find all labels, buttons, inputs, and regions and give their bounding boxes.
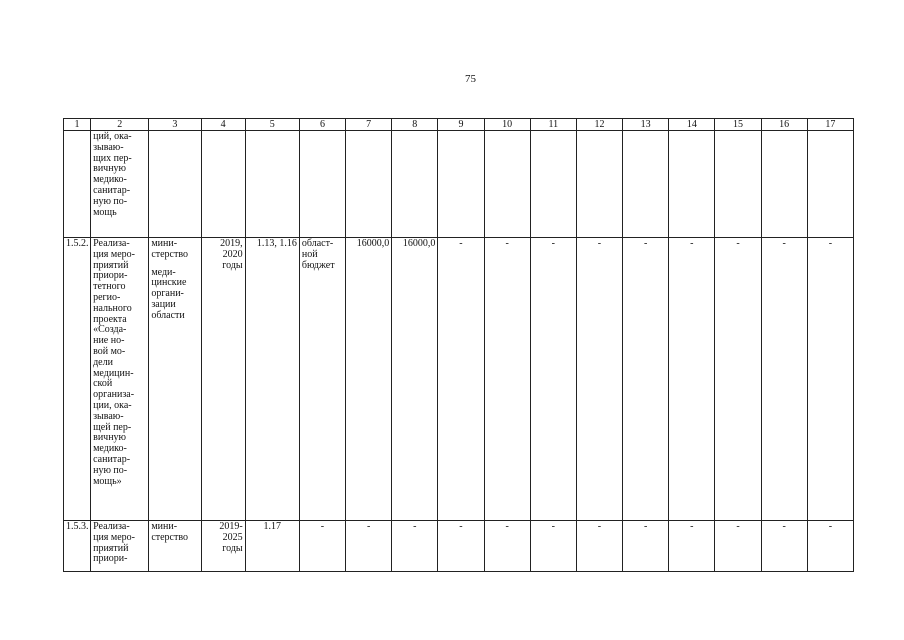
data-cell: - bbox=[438, 521, 484, 572]
indicator-cell: 1.17 bbox=[245, 521, 299, 572]
data-cell bbox=[438, 131, 484, 238]
item-number-cell: 1.5.3. bbox=[64, 521, 91, 572]
indicator-cell: 1.13, 1.16 bbox=[245, 238, 299, 521]
header-cell: 3 bbox=[149, 119, 201, 131]
header-cell: 9 bbox=[438, 119, 484, 131]
data-cell: - bbox=[715, 238, 761, 521]
data-cell: - bbox=[530, 521, 576, 572]
table-row bbox=[64, 131, 854, 238]
program-measures-table bbox=[63, 118, 854, 572]
header-cell: 14 bbox=[669, 119, 715, 131]
data-cell: - bbox=[807, 521, 853, 572]
header-cell: 4 bbox=[201, 119, 245, 131]
funding-source-cell bbox=[299, 131, 345, 238]
header-cell: 7 bbox=[346, 119, 392, 131]
executor-organizations-text: меди- цинские органи- зации области bbox=[151, 266, 187, 321]
data-cell: - bbox=[576, 238, 622, 521]
data-cell: - bbox=[669, 521, 715, 572]
measure-name-cell: ций, ока- зываю- щих пер- вичную медико- санитар- ную по- мощь bbox=[91, 131, 149, 238]
data-cell: - bbox=[392, 521, 438, 572]
data-cell bbox=[807, 131, 853, 238]
period-cell: 2019, 2020 годы bbox=[201, 238, 245, 521]
data-cell bbox=[669, 131, 715, 238]
data-cell bbox=[346, 131, 392, 238]
data-cell: - bbox=[346, 521, 392, 572]
period-cell: 2019- 2025 годы bbox=[201, 521, 245, 572]
data-cell: - bbox=[576, 521, 622, 572]
indicator-cell bbox=[245, 131, 299, 238]
header-cell: 11 bbox=[530, 119, 576, 131]
data-cell: - bbox=[484, 521, 530, 572]
header-cell: 17 bbox=[807, 119, 853, 131]
data-cell bbox=[715, 131, 761, 238]
data-cell: - bbox=[623, 238, 669, 521]
executor-cell bbox=[149, 131, 201, 238]
data-cell bbox=[530, 131, 576, 238]
data-cell bbox=[761, 131, 807, 238]
table-header-row bbox=[64, 119, 854, 131]
funding-source-cell: област- ной бюджет bbox=[299, 238, 345, 521]
header-cell: 5 bbox=[245, 119, 299, 131]
data-cell bbox=[623, 131, 669, 238]
measure-name-cell: Реализа- ция меро- приятий приори- тетного регио- нального проекта «Созда- ние но- вой мо- дели медицин- ской организа- ции, ока- зываю- щей пер- вичную медико- санитар- ную по- мощь» bbox=[91, 238, 149, 521]
period-cell bbox=[201, 131, 245, 238]
data-cell bbox=[392, 131, 438, 238]
data-cell: - bbox=[484, 238, 530, 521]
header-cell: 15 bbox=[715, 119, 761, 131]
data-cell bbox=[576, 131, 622, 238]
measure-name-cell: Реализа- ция меро- приятий приори- bbox=[91, 521, 149, 572]
header-cell: 1 bbox=[64, 119, 91, 131]
data-cell: - bbox=[761, 521, 807, 572]
header-cell: 8 bbox=[392, 119, 438, 131]
executor-ministry-text: мини- стерство bbox=[151, 238, 189, 260]
executor-cell bbox=[149, 238, 201, 521]
data-cell: - bbox=[807, 238, 853, 521]
data-cell: - bbox=[530, 238, 576, 521]
data-cell bbox=[484, 131, 530, 238]
item-number-cell bbox=[64, 131, 91, 238]
table-row bbox=[64, 521, 854, 572]
header-cell: 13 bbox=[623, 119, 669, 131]
data-cell: 16000,0 bbox=[392, 238, 438, 521]
page-number: 75 bbox=[465, 73, 476, 85]
table-row bbox=[64, 238, 854, 521]
data-cell: - bbox=[438, 238, 484, 521]
header-cell: 10 bbox=[484, 119, 530, 131]
data-cell: - bbox=[761, 238, 807, 521]
data-cell: - bbox=[623, 521, 669, 572]
funding-source-cell: - bbox=[299, 521, 345, 572]
header-cell: 6 bbox=[299, 119, 345, 131]
header-cell: 16 bbox=[761, 119, 807, 131]
data-cell: - bbox=[669, 238, 715, 521]
header-cell: 12 bbox=[576, 119, 622, 131]
data-cell: - bbox=[715, 521, 761, 572]
executor-cell: мини- стерство bbox=[149, 521, 201, 572]
data-cell: 16000,0 bbox=[346, 238, 392, 521]
header-cell: 2 bbox=[91, 119, 149, 131]
item-number-cell: 1.5.2. bbox=[64, 238, 91, 521]
